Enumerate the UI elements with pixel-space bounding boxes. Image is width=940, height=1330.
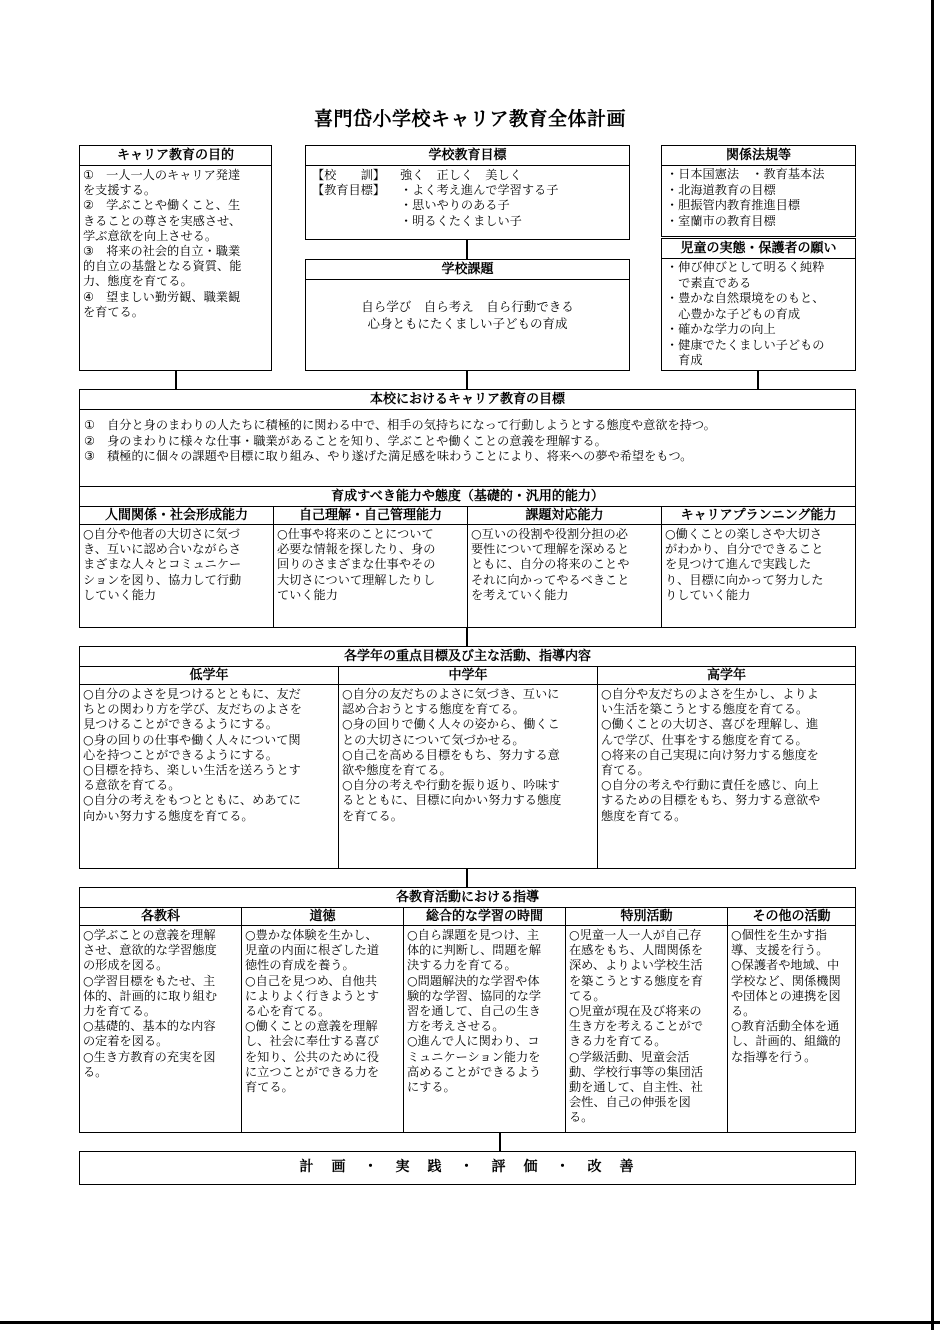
activity-text: ○個性を生かす指 導、支援を行う。 ○保護者や地域、中 学校など、関係機関 や団体との連携を図 る。 ○教育活動全体を通 し、計画的、組織的 な指導を行う。	[731, 928, 841, 1064]
wishes-box	[661, 238, 856, 371]
abilities-box	[79, 486, 856, 628]
wishes-header: 児童の実態・保護者の願い	[662, 239, 855, 259]
ability-label: 人間関係・社会形成能力	[80, 507, 273, 525]
laws-text: ・日本国憲法 ・教育基本法 ・北海道教育の目標 ・胆振管内教育推進目標 ・室蘭市の教育目標	[666, 167, 825, 228]
connector-activities-footer	[499, 1133, 501, 1152]
activity-column	[242, 908, 404, 1132]
career-purpose-box	[79, 145, 272, 371]
abilities-header: 育成すべき能力や態度（基礎的・汎用的能力）	[80, 487, 855, 507]
connector-issue	[466, 371, 468, 390]
school-issue-header: 学校課題	[306, 260, 629, 280]
grade-column	[339, 667, 598, 868]
grade-column	[80, 667, 339, 868]
school-career-goal-box	[79, 389, 856, 487]
ability-label: 自己理解・自己管理能力	[274, 507, 467, 525]
activity-column	[80, 908, 242, 1132]
activity-column	[566, 908, 728, 1132]
grade-column	[598, 667, 855, 868]
activities-box	[79, 887, 856, 1133]
school-career-goal-text: ① 自分と身のまわりの人たちに積極的に関わる中で、相手の気持ちになって行動しようとする態度や意欲を持つ。 ② 身のまわりに様々な仕事・職業があることを知り、学ぶことや働くことの意義を理解する。 ③ 積極的に個々の課題や目標に取り組み、やり遂げた満足感を味わうことにより、将来への夢や希望をもつ。	[84, 418, 716, 463]
connector-wishes	[757, 371, 759, 390]
grade-goals-box	[79, 646, 856, 869]
activity-label: 特別活動	[566, 908, 727, 926]
career-purpose-header: キャリア教育の目的	[80, 146, 271, 166]
grade-label: 低学年	[80, 667, 338, 685]
school-goal-header: 学校教育目標	[306, 146, 629, 166]
activity-column	[404, 908, 566, 1132]
school-issue-text: 自ら学び 自ら考え 自ら行動できる 心身ともにたくましい子どもの育成	[361, 299, 574, 331]
activity-text: ○学ぶことの意義を理解 させ、意欲的な学習態度 の形成を図る。 ○学習目標をもたせ、主 体的、計画的に取り組む 力を育てる。 ○基礎的、基本的な内容 の定着を図る。 ○生き方教育の充実を図 る。	[83, 928, 218, 1079]
ability-text: ○働くことの楽しさや大切さ がわかり、自分でできること を見つけて進んで実践した り、目標に向かって努力した りしていく能力	[665, 527, 824, 602]
laws-header: 関係法規等	[662, 146, 855, 166]
laws-box	[661, 145, 856, 237]
activities-header: 各教育活動における指導	[80, 888, 855, 908]
page-title: 喜門岱小学校キャリア教育全体計画	[313, 108, 626, 130]
connector-abilities-grades	[466, 628, 468, 647]
motto-value: 強く 正しく 美しく	[400, 168, 522, 182]
career-purpose-text: ① 一人一人のキャリア発達 を支援する。 ② 学ぶことや働くこと、生 きることの尊さを実感させ、 学ぶ意欲を向上させる。 ③ 将来の社会的自立・職業 的自立の基盤となる資質、能 力、態度を育てる。 ④ 望ましい勤労観、職業観 を育てる。	[83, 168, 242, 319]
goal-label: 【教育目標】	[312, 183, 386, 198]
activity-text: ○自ら課題を見つけ、主 体的に判断し、問題を解 決する力を育てる。 ○問題解決的な学習や体 験的な学習、協同的な学 習を通して、自己の生き 方を考えさせる。 ○進んで人に関わり、コ ミュニケーション能力を 高めることができるよう にする。	[407, 928, 542, 1095]
motto-label: 【校 訓】	[312, 168, 386, 182]
grade-label: 高学年	[598, 667, 855, 685]
wishes-text: ・伸び伸びとして明るく純粋 で素直である ・豊かな自然環境をのもと、 心豊かな子どもの育成 ・確かな学力の向上 ・健康でたくましい子どもの 育成	[666, 260, 825, 367]
ability-column	[662, 507, 855, 627]
ability-column	[80, 507, 274, 627]
activity-text: ○児童一人一人が自己存 在感をもち、人間関係を 深め、よりよい学校生活 を築こうとする態度を育 てる。 ○児童が現在及び将来の 生き方を考えることがで きる力を育てる。 ○学級活動、児童会活 動、学校行事等の集団活 動を通して、自主性、社 会性、自己の伸張を図 る。	[569, 928, 704, 1125]
school-goal-box	[305, 145, 630, 240]
activity-label: 道徳	[242, 908, 403, 926]
activity-column	[728, 908, 855, 1132]
grade-label: 中学年	[339, 667, 597, 685]
ability-label: キャリアプランニング能力	[662, 507, 855, 525]
activity-text: ○豊かな体験を生かし、 児童の内面に根ざした道 徳性の育成を養う。 ○自己を見つめ、自他共 によりよく行きようとす る心を育てる。 ○働くことの意義を理解 し、社会に奉仕する喜び を知り、公共のために役 に立つことができる力を 育てる。	[245, 928, 380, 1095]
grade-goals-header: 各学年の重点目標及び主な活動、指導内容	[80, 647, 855, 667]
activity-label: 各教科	[80, 908, 241, 926]
grade-text: ○自分の友だちのよさに気づき、互いに 認め合おうとする態度を育てる。 ○身の回りで働く人々の姿から、働くこ との大切さについて気づかせる。 ○自己を高める目標をもち、努力する意 欲や態度を育てる。 ○自分の考えや行動を振り返り、吟味す るとともに、目標に向かい努力する態度 を育てる。	[342, 687, 562, 823]
goal-lines: ・よく考え進んで学習する子 ・思いやりのある子 ・明るくたくましい子	[400, 183, 559, 228]
page-border-right	[931, 0, 934, 1330]
grade-text: ○自分や友だちのよさを生かし、よりよ い生活を築こうとする態度を育てる。 ○働くことの大切さ、喜びを理解し、進 んで学び、仕事をする態度を育てる。 ○将来の自己実現に向け努力する態度を 育てる。 ○自分の考えや行動に責任を感じ、向上 するための目標をもち、努力する意欲や 態度を育てる。	[601, 687, 821, 823]
ability-column	[274, 507, 468, 627]
ability-text: ○仕事や将来のことについて 必要な情報を探したり、身の 回りのさまざまな仕事やその 大切さについて理解したりし ていく能力	[277, 527, 436, 602]
page-border-bottom	[0, 1321, 940, 1324]
activity-label: その他の活動	[728, 908, 855, 926]
school-issue-box	[305, 259, 630, 371]
grade-text: ○自分のよさを見つけるとともに、友だ ちとの関わり方を学び、友だちのよさを 見つけることができるようにする。 ○身の回りの仕事や働く人々について関 心を持つことができるようにする。 ○目標を持ち、楽しい生活を送ろうとす る意欲を育てる。 ○自分の考えをもつとともに、めあてに 向かい努力する態度を育てる。	[83, 687, 302, 823]
footer-box	[79, 1151, 856, 1185]
connector-purpose	[175, 371, 177, 390]
school-career-goal-header: 本校におけるキャリア教育の目標	[80, 390, 855, 410]
ability-label: 課題対応能力	[468, 507, 661, 525]
footer-text: 計 画 ・ 実 践 ・ 評 価 ・ 改 善	[299, 1159, 636, 1175]
ability-text: ○互いの役割や役割分担の必 要性について理解を深めると ともに、自分の将来のことや それに向かってやるべきこと を考えていく能力	[471, 527, 630, 602]
ability-column	[468, 507, 662, 627]
activity-label: 総合的な学習の時間	[404, 908, 565, 926]
connector-grades-activities	[466, 869, 468, 888]
connector-goal-issue	[466, 240, 468, 259]
ability-text: ○自分や他者の大切さに気づ き、互いに認め合いながらさ まざまな人々とコミュニケー ションを図り、協力して行動 していく能力	[83, 527, 242, 602]
